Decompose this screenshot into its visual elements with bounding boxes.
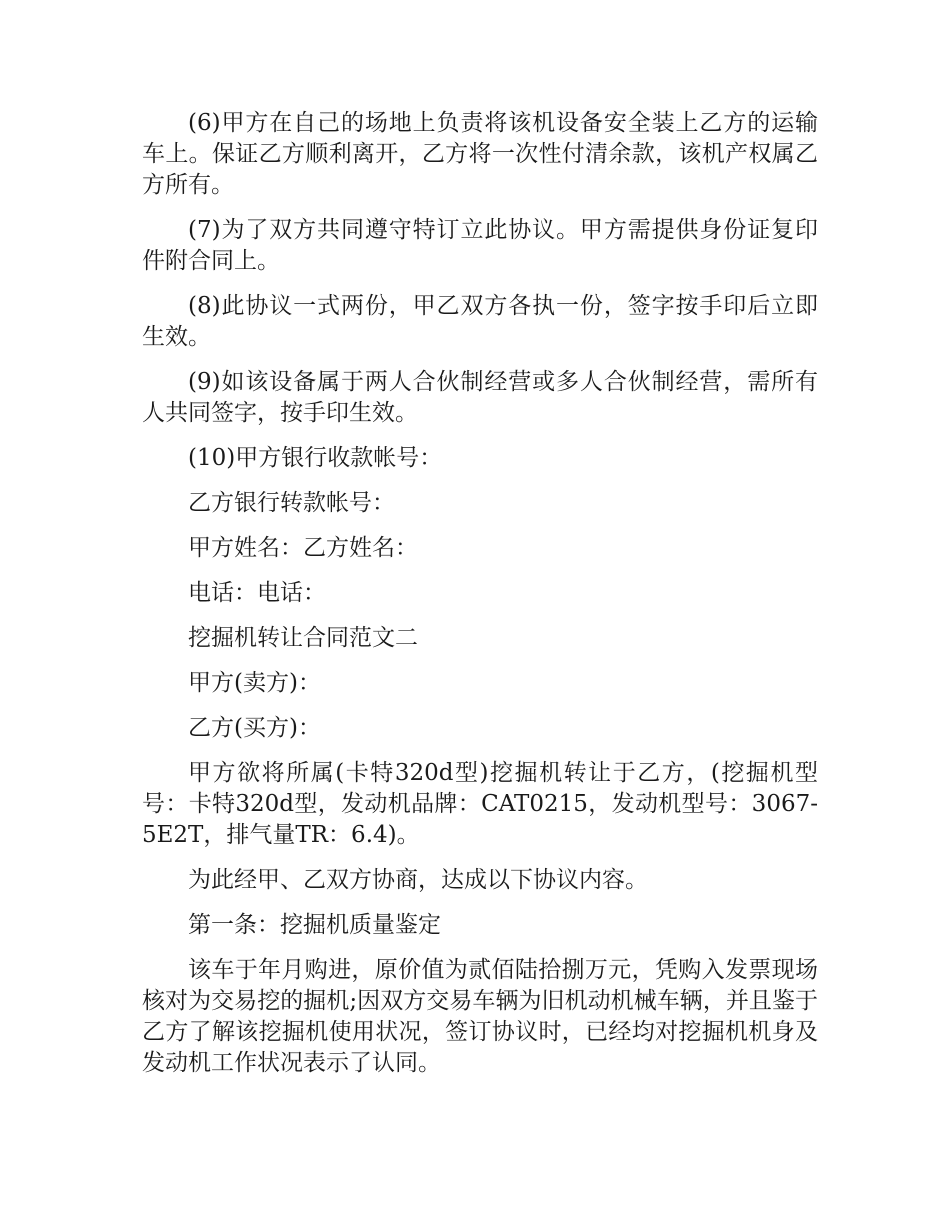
section-title: 挖掘机转让合同范文二 xyxy=(188,625,418,651)
clause-6: (6)甲方在自己的场地上负责将该机设备安全装上乙方的运输车上。保证乙方顺利离开，乙方将一次性付清余款，该机产权属乙方所有。 xyxy=(142,110,818,198)
party-names: 甲方姓名：乙方姓名： xyxy=(188,535,418,561)
clause-10-party-a-account: (10)甲方银行收款帐号： xyxy=(188,445,443,471)
party-phones: 电话：电话： xyxy=(188,580,326,606)
article-1-body: 该车于年月购进，原价值为贰佰陆拾捌万元，凭购入发票现场核对为交易挖的掘机;因双方交易车辆为旧机动机械车辆，并且鉴于乙方了解该挖掘机使用状况，签订协议时，已经均对挖掘机机身及发动机工作状况表示了认同。 xyxy=(142,957,818,1076)
clause-7: (7)为了双方共同遵守特订立此协议。甲方需提供身份证复印件附合同上。 xyxy=(142,217,818,274)
clause-8: (8)此协议一式两份，甲乙双方各执一份，签字按手印后立即生效。 xyxy=(142,293,818,350)
party-b-buyer: 乙方(买方)： xyxy=(188,715,321,741)
transfer-statement: 甲方欲将所属(卡特320d型)挖掘机转让于乙方，(挖掘机型号：卡特320d型，发动机品牌：CAT0215，发动机型号：3067-5E2T，排气量TR：6.4)。 xyxy=(142,760,818,848)
agreement-intro: 为此经甲、乙双方协商，达成以下协议内容。 xyxy=(188,867,648,893)
party-a-seller: 甲方(卖方)： xyxy=(188,670,321,696)
clause-9: (9)如该设备属于两人合伙制经营或多人合伙制经营，需所有人共同签字，按手印生效。 xyxy=(142,369,818,426)
document-page xyxy=(142,108,818,1093)
article-1-heading: 第一条：挖掘机质量鉴定 xyxy=(188,912,441,938)
party-b-account: 乙方银行转款帐号： xyxy=(188,490,395,516)
